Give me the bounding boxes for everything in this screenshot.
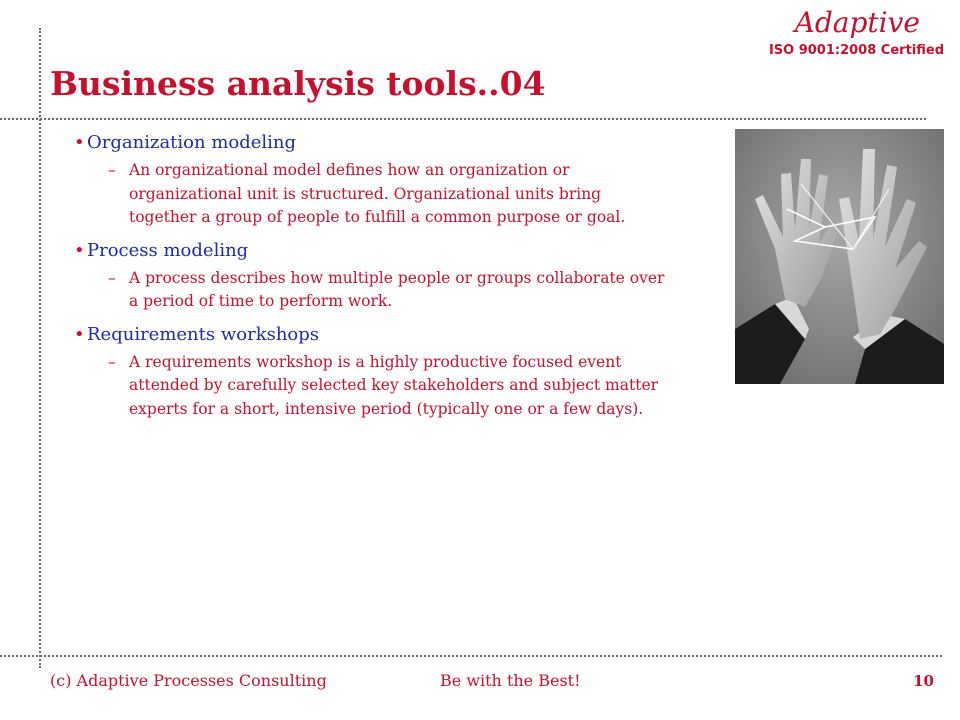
footer-tagline: Be with the Best! <box>440 671 581 690</box>
slide-title: Business analysis tools..04 <box>50 64 546 103</box>
bullet-heading: Organization modeling <box>87 132 297 153</box>
hands-string-photo <box>735 129 944 384</box>
dash-icon: – <box>108 161 116 179</box>
dash-icon: – <box>108 352 116 371</box>
bullet-detail-requirements-workshops <box>50 351 670 422</box>
bullet-detail: A requirements workshop is a highly productive focused event attended by carefully selected key stakeholders and subject matter experts for a short, intensive period (typically one or a few days). <box>129 352 659 418</box>
logo-certification: ISO 9001:2008 Certified <box>768 43 944 58</box>
bullet-detail-process-modeling <box>50 267 670 314</box>
company-logo <box>769 6 944 60</box>
dash-icon: – <box>108 268 116 287</box>
bullet-dot-icon: • <box>74 239 85 261</box>
bullet-dot-icon: • <box>74 132 85 153</box>
bullet-list <box>50 128 670 427</box>
bullet-organization-modeling <box>50 128 670 158</box>
bullet-detail-organization-modeling <box>50 159 670 230</box>
bullet-requirements-workshops <box>50 320 670 350</box>
bullet-heading: Process modeling <box>87 239 249 261</box>
bullet-detail: An organizational model defines how an organization or organizational unit is structured. Organizational units bring together a group of people to fulfill a common purpose or goal. <box>129 161 626 226</box>
dotted-footer-rule <box>0 655 942 657</box>
bullet-detail: A process describes how multiple people or groups collaborate over a period of time to perform work. <box>129 268 665 310</box>
page-number: 10 <box>913 672 934 690</box>
bullet-heading: Requirements workshops <box>87 323 320 345</box>
dotted-title-rule <box>0 118 926 120</box>
bullet-dot-icon: • <box>74 323 85 345</box>
dotted-vertical-rule <box>39 28 41 668</box>
logo-name: Adaptive <box>794 6 920 39</box>
bullet-process-modeling <box>50 236 670 266</box>
footer-copyright: (c) Adaptive Processes Consulting <box>50 671 327 690</box>
